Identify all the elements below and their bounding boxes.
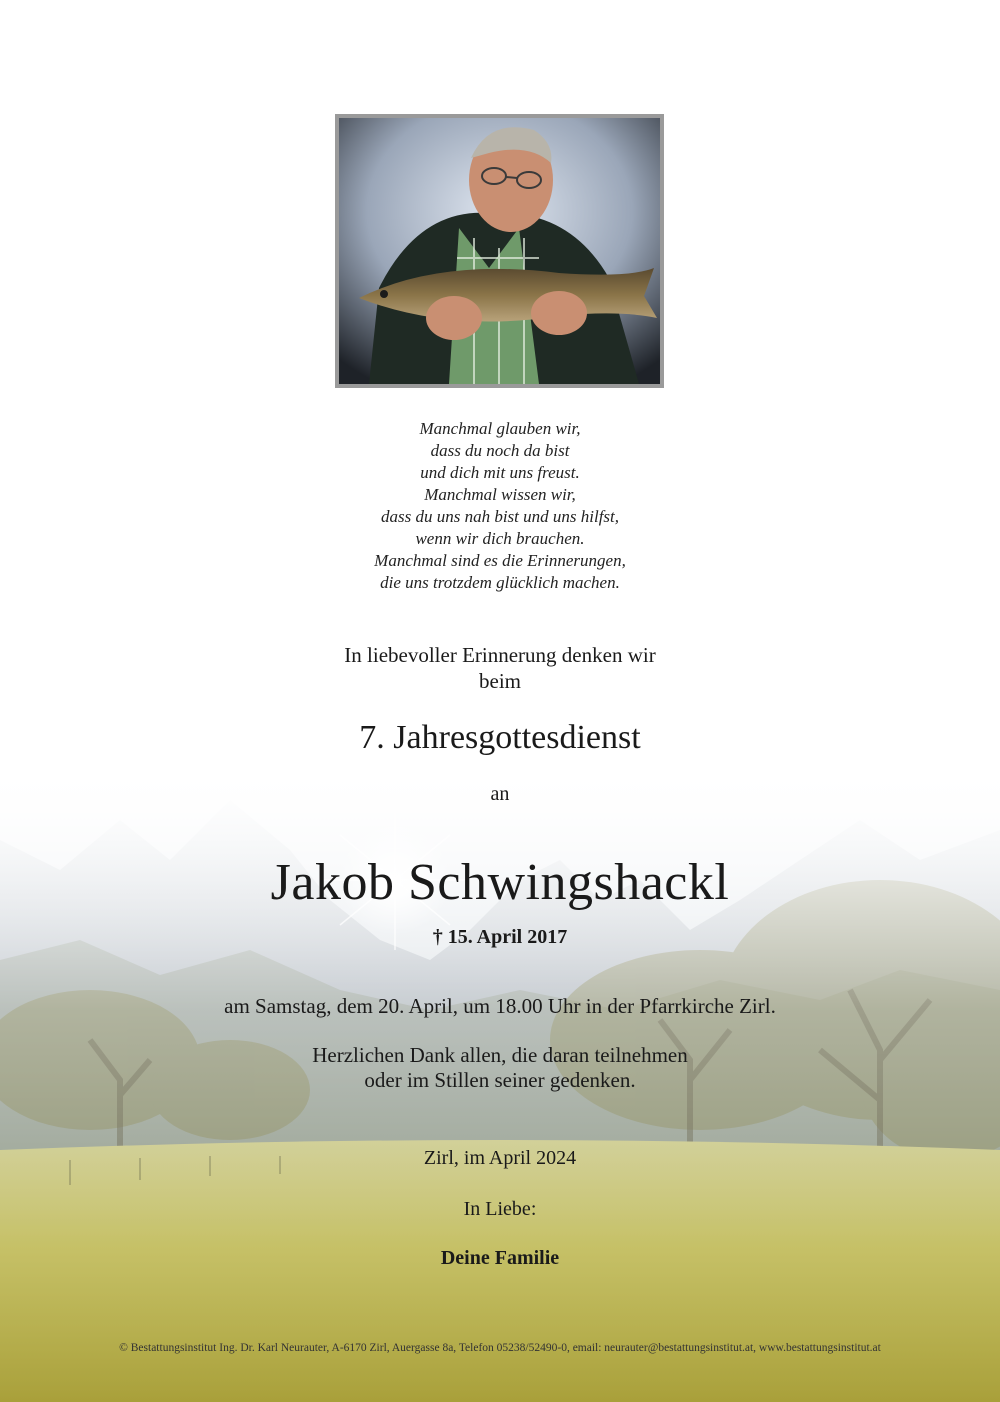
poem-line: und dich mit uns freust. bbox=[420, 463, 580, 482]
thanks-line: oder im Stillen seiner gedenken. bbox=[364, 1068, 636, 1092]
death-date: † 15. April 2017 bbox=[432, 926, 568, 948]
poem-line: wenn wir dich brauchen. bbox=[415, 529, 585, 548]
poem-line: Manchmal sind es die Erinnerungen, bbox=[374, 551, 626, 570]
thanks-text bbox=[0, 1043, 1000, 1093]
intro-text bbox=[0, 642, 1000, 694]
intro-line: beim bbox=[479, 669, 521, 693]
memorial-poem bbox=[0, 418, 1000, 594]
portrait-photo bbox=[339, 118, 660, 384]
poem-line: dass du uns nah bist und uns hilfst, bbox=[380, 507, 620, 526]
poem-line: dass du noch da bist bbox=[430, 441, 570, 460]
poem-line: die uns trotzdem glücklich machen. bbox=[380, 573, 620, 592]
service-details: am Samstag, dem 20. April, um 18.00 Uhr in der Pfarrkirche Zirl. bbox=[224, 994, 776, 1018]
portrait-photo-frame bbox=[335, 114, 664, 388]
funeral-home-footer: © Bestattungsinstitut Ing. Dr. Karl Neurauter, A-6170 Zirl, Auergasse 8a, Telefon 05238/52490-0, email: neurauter@bestattungsinstitut.at, www.bestattungsinstitut.at bbox=[119, 1342, 881, 1354]
family-signature: Deine Familie bbox=[440, 1247, 560, 1269]
intro-line: In liebevoller Erinnerung denken wir bbox=[344, 643, 656, 667]
connector-word: an bbox=[490, 783, 510, 805]
thanks-line: Herzlichen Dank allen, die daran teilnehmen bbox=[312, 1043, 688, 1067]
poem-line: Manchmal wissen wir, bbox=[424, 485, 576, 504]
poem-line: Manchmal glauben wir, bbox=[419, 419, 581, 438]
deceased-name: Jakob Schwingshackl bbox=[270, 854, 730, 911]
place-date: Zirl, im April 2024 bbox=[423, 1147, 577, 1169]
event-title: 7. Jahresgottesdienst bbox=[359, 719, 641, 756]
closing-phrase: In Liebe: bbox=[463, 1198, 537, 1220]
